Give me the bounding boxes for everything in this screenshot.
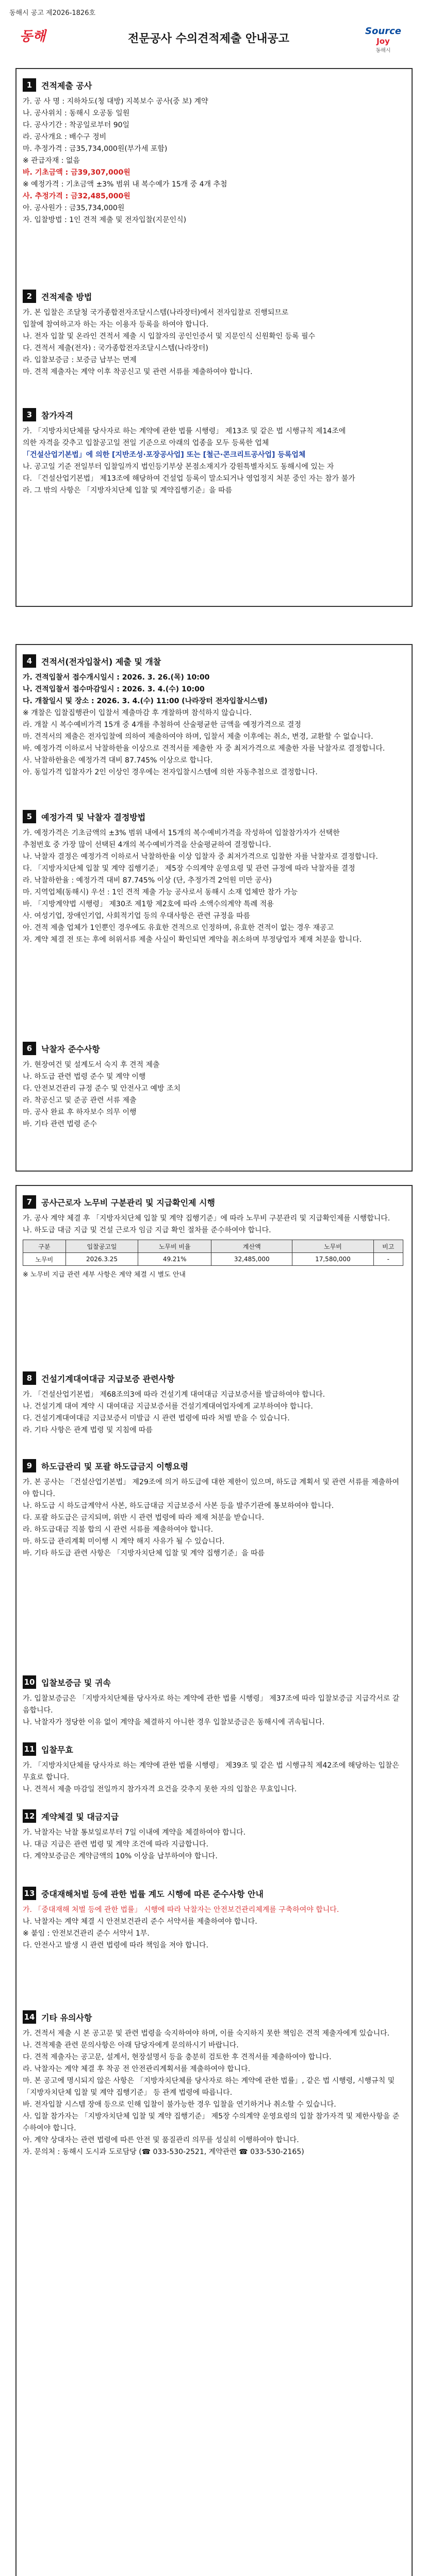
body-line: 라. 공사개요 : 배수구 정비: [23, 133, 107, 141]
body-line: 나. 견적서 제출 마감일 전일까지 참가자격 요건을 갖추지 못한 자의 입찰은 무효입니다.: [23, 1785, 297, 1793]
body-line: 가. 견적입찰서 접수개시일시 : 2026. 3. 26.(목) 10:00: [23, 673, 210, 682]
body-line: 다. 「건설산업기본법」 제13조에 해당하여 건설업 등록이 말소되거나 영업정지 처분 중인 자는 참가 불가: [23, 474, 355, 483]
body-line: 가. 입찰보증금은 「지방자치단체를 당사자로 하는 계약에 관한 법률 시행령」 제37조에 따라 입찰보증금 지급각서로 갈음합니다.: [23, 1694, 400, 1715]
section-13: [15, 1886, 411, 1952]
body-line: 바. 기타 하도급 관련 사항은 「지방자치단체 입찰 및 계약 집행기준」을 따름: [23, 1549, 265, 1557]
section-number: 7: [23, 1195, 36, 1209]
table-cell: 49.21%: [138, 1253, 211, 1266]
body-line: 자. 입찰방법 : 1인 견적 제출 및 전자입찰(지문인식): [23, 216, 187, 224]
body-line: 나. 하도급 관련 법령 준수 및 계약 이행: [23, 1073, 146, 1081]
table-header-cell: 비고: [373, 1240, 403, 1253]
body-line: 다. 포괄 하도급은 금지되며, 위반 시 관련 법령에 따라 제재 처분을 받습니다.: [23, 1514, 265, 1522]
section-heading: [15, 1458, 411, 1473]
section-heading: [15, 1041, 411, 1056]
section-body: [15, 96, 411, 226]
body-line: 다. 견적 제출자는 공고문, 설계서, 현장설명서 등을 충분히 검토한 후 견적서를 제출하여야 합니다.: [23, 2053, 332, 2061]
body-line: 가. 「중대재해 처벌 등에 관한 법률」 시행에 따라 낙찰자는 안전보건관리체계를 구축하여야 합니다.: [23, 1906, 339, 1914]
body-line: 나. 대금 지급은 관련 법령 및 계약 조건에 따라 지급합니다.: [23, 1840, 209, 1849]
body-line: 다. 개찰일시 및 장소 : 2026. 3. 4.(수) 11:00 (나라장터 전자입찰시스템): [23, 697, 268, 705]
body-line: 바. 기타 관련 법령 준수: [23, 1120, 97, 1128]
city-logo-right: [355, 26, 412, 54]
section-number: 13: [23, 1887, 36, 1900]
section-heading: [15, 653, 411, 669]
body-line: 추첨번호 중 가장 많이 선택된 4개의 복수예비가격을 산술평균하여 결정합니다.: [23, 841, 271, 849]
body-line: 라. 착공신고 및 준공 관련 서류 제출: [23, 1096, 137, 1105]
body-line: 바. 예정가격 이하로서 낙찰하한율 이상으로 견적서를 제출한 자 중 최저가격으로 제출한 자를 낙찰자로 결정합니다.: [23, 744, 385, 753]
body-line: 가. 예정가격은 기초금액의 ±3% 범위 내에서 15개의 복수예비가격을 작성하여 입찰참가자가 선택한: [23, 829, 340, 837]
body-line: 라. 기타 사항은 관계 법령 및 지침에 따름: [23, 1426, 153, 1434]
body-line: 다. 안전보건관리 규정 준수 및 안전사고 예방 조치: [23, 1084, 181, 1093]
section-12: [15, 1808, 411, 1862]
section-body: [15, 1760, 411, 1795]
city-logo-text: 동해: [20, 29, 46, 44]
section-number: 9: [23, 1459, 36, 1472]
slogan-text-3: 동해시: [375, 48, 391, 54]
body-line: 가. 낙찰자는 낙찰 통보일로부터 7일 이내에 계약을 체결하여야 합니다.: [23, 1828, 246, 1837]
table-cell: 2026.3.25: [65, 1253, 138, 1266]
section-9: [15, 1458, 411, 1560]
body-line: 마. 견적서의 제출은 전자입찰에 의하여 제출하여야 하며, 입찰서 제출 이후에는 취소, 변경, 교환할 수 없습니다.: [23, 733, 373, 741]
body-line: 나. 하도급 대금 지급 및 건설 근로자 임금 지급 확인 절차를 준수하여야 합니다.: [23, 1226, 271, 1234]
body-line: 마. 견적 제출자는 계약 이후 착공신고 및 관련 서류를 제출하여야 합니다.: [23, 368, 253, 376]
table-cell: -: [373, 1253, 403, 1266]
section-heading: [15, 1370, 411, 1386]
body-line: 아. 계약 상대자는 관련 법령에 따른 안전 및 품질관리 의무를 성실히 이행하여야 합니다.: [23, 2136, 299, 2144]
section-title: 기타 유의사항: [41, 2012, 92, 2023]
body-line: 사. 입찰 참가자는 「지방자치단체 입찰 및 계약 집행기준」 제5장 수의계약 운영요령의 입찰 참가자격 및 제한사항을 준수하여야 합니다.: [23, 2112, 400, 2132]
section-heading: [15, 2009, 411, 2025]
body-line: 라. 낙찰자는 계약 체결 후 착공 전 안전관리계획서를 제출하여야 합니다.: [23, 2065, 251, 2073]
body-line: 라. 하도급대금 직불 합의 시 관련 서류를 제출하여야 합니다.: [23, 1526, 214, 1534]
section-title: 공사근로자 노무비 구분관리 및 지급확인제 시행: [41, 1197, 215, 1208]
section-title: 중대재해처벌 등에 관한 법률 계도 시행에 따른 준수사항 안내: [41, 1889, 264, 1899]
section-heading: [15, 809, 411, 824]
section-body: [15, 1477, 411, 1560]
body-line: 마. 지역업체(동해시) 우선 : 1인 견적 제출 가능 공사로서 동해시 소재 업체만 참가 가능: [23, 888, 298, 896]
section-body: [15, 1213, 411, 1236]
section-title: 견적제출 공사: [41, 80, 92, 91]
section-number: 11: [23, 1742, 36, 1756]
body-line: 가. 공사 계약 체결 후 「지방자치단체 입찰 및 계약 집행기준」에 따라 노무비 구분관리 및 지급확인제를 시행합니다.: [23, 1214, 390, 1223]
body-line: 가. 「지방자치단체를 당사자로 하는 계약에 관한 법률 시행령」 제13조 및 같은 법 시행규칙 제14조에: [23, 427, 346, 435]
section-heading: [15, 77, 411, 93]
section-heading: [15, 1674, 411, 1690]
labor-cost-table: [23, 1240, 403, 1266]
section-title: 견적서(전자입찰서) 제출 및 개찰: [41, 656, 161, 667]
section-body: [15, 827, 411, 946]
section-title: 건설기계대여대금 지급보증 관련사항: [41, 1374, 175, 1384]
section-1: [15, 77, 411, 226]
body-line: 사. 낙찰하한율은 예정가격 대비 87.745% 이상으로 합니다.: [23, 756, 213, 765]
body-line: 바. 전자입찰 시스템 장애 등으로 인해 입찰이 불가능한 경우 입찰을 연기하거나 취소할 수 있습니다.: [23, 2100, 336, 2109]
body-line: 마. 하도급 관리계획 미이행 시 계약 해지 사유가 될 수 있습니다.: [23, 1537, 225, 1546]
body-line: 다. 건설기계대여대금 지급보증서 미발급 시 관련 법령에 따라 처벌 받을 수 있습니다.: [23, 1414, 290, 1422]
table-header-cell: 노무비 비율: [138, 1240, 211, 1253]
section-11: [15, 1741, 411, 1795]
section-heading: [15, 1741, 411, 1757]
table-cell: 32,485,000: [211, 1253, 292, 1266]
section-heading: [15, 407, 411, 422]
body-line: 나. 하도급 시 하도급계약서 사본, 하도급대금 지급보증서 사본 등을 발주기관에 통보하여야 합니다.: [23, 1502, 334, 1510]
section-number: 10: [23, 1675, 36, 1689]
section-title: 참가자격: [41, 410, 73, 420]
body-line: 입찰에 참여하고자 하는 자는 이용자 등록을 하여야 합니다.: [23, 320, 209, 329]
section-2: [15, 289, 411, 378]
body-line: 가. 공 사 명 : 지하차도(청 대방) 지복보수 공사(중 보) 계약: [23, 97, 208, 106]
slogan-text-2: Joy: [376, 37, 390, 46]
body-line: 다. 「지방자치단체 입찰 및 계약 집행기준」 제5장 수의계약 운영요령 및 관련 규정에 따라 낙찰자를 결정: [23, 865, 355, 873]
body-line: 가. 「지방자치단체를 당사자로 하는 계약에 관한 법률 시행령」 제39조 및 같은 법 시행규칙 제42조에 해당하는 입찰은 무효로 합니다.: [23, 1761, 399, 1782]
body-line: 다. 견적서 제출(전자) : 국가종합전자조달시스템(나라장터): [23, 344, 208, 352]
section-7: [15, 1194, 411, 1279]
table-cell: 노무비: [23, 1253, 66, 1266]
section-4: [15, 653, 411, 778]
section-heading: [15, 289, 411, 304]
body-line: 가. 본 공사는 「건설산업기본법」 제29조에 의거 하도급에 대한 제한이 있으며, 하도급 계획서 및 관련 서류를 제출하여야 합니다.: [23, 1478, 400, 1498]
body-line: 나. 공사위치 : 동해시 오공동 일원: [23, 109, 130, 117]
body-line: ※ 붙임 : 안전보건관리 준수 서약서 1부.: [23, 1929, 150, 1938]
body-line: 아. 견적 제출 업체가 1인뿐인 경우에도 유효한 견적으로 인정하며, 유효한 견적이 없는 경우 재공고: [23, 924, 334, 932]
doc-number: 동해시 공고 제2026-1826호: [9, 9, 96, 17]
section-body: [15, 1389, 411, 1436]
body-line: ※ 예정가격 : 기초금액 ±3% 범위 내 복수예가 15개 중 4개 추첨: [23, 180, 227, 189]
body-line: 나. 낙찰자는 계약 체결 시 안전보건관리 준수 서약서를 제출하여야 합니다.: [23, 1918, 257, 1926]
body-line: 아. 동일가격 입찰자가 2인 이상인 경우에는 전자입찰시스템에 의한 자동추첨으로 결정합니다.: [23, 768, 318, 776]
city-logo-left: [20, 26, 45, 45]
section-6: [15, 1041, 411, 1130]
table-header-cell: 구분: [23, 1240, 66, 1253]
section-number: 8: [23, 1371, 36, 1385]
body-line: 라. 낙찰하한율 : 예정가격 대비 87.745% 이상 (단, 추정가격 2억원 미만 공사): [23, 876, 272, 885]
section-title: 하도급관리 및 포괄 하도급금지 이행요령: [41, 1461, 189, 1471]
section-8: [15, 1370, 411, 1436]
body-line: 「건설산업기본법」에 의한 [지반조성·포장공사업] 또는 [철근·콘크리트공사업] 등록업체: [23, 451, 306, 459]
header: [9, 23, 417, 59]
body-line: 나. 견적입찰서 접수마감일시 : 2026. 3. 4.(수) 10:00: [23, 685, 205, 693]
section-body: [15, 1693, 411, 1728]
body-line: 사. 여성기업, 장애인기업, 사회적기업 등의 우대사항은 관련 규정을 따름: [23, 912, 251, 920]
body-line: 나. 낙찰자가 정당한 이유 없이 계약을 체결하지 아니한 경우 입찰보증금은 동해시에 귀속됩니다.: [23, 1718, 325, 1726]
table-row: [23, 1253, 403, 1266]
section-number: 3: [23, 408, 36, 421]
section-title: 계약체결 및 대금지급: [41, 1811, 119, 1822]
body-line: 가. 견적서 제출 시 본 공고문 및 관련 법령을 숙지하여야 하며, 이를 숙지하지 못한 책임은 견적 제출자에게 있습니다.: [23, 2029, 390, 2038]
body-line: 다. 안전사고 발생 시 관련 법령에 따라 책임을 져야 합니다.: [23, 1941, 209, 1950]
body-line: 나. 건설기계 대여 계약 시 대여대금 지급보증서를 건설기계대여업자에게 교부하여야 합니다.: [23, 1402, 313, 1411]
body-line: 바. 기초금액 : 금39,307,000원: [23, 168, 130, 177]
body-line: 가. 「건설산업기본법」 제68조의3에 따라 건설기계 대여대금 지급보증서를 발급하여야 합니다.: [23, 1391, 325, 1399]
section-heading: [15, 1194, 411, 1210]
body-line: 다. 계약보증금은 계약금액의 10% 이상을 납부하여야 합니다.: [23, 1852, 218, 1860]
body-line: 나. 낙찰자 결정은 예정가격 이하로서 낙찰하한율 이상 입찰자 중 최저가격으로 입찰한 자를 낙찰자로 결정합니다.: [23, 853, 378, 861]
section-body: [15, 426, 411, 497]
table-cell: 17,580,000: [292, 1253, 373, 1266]
table-header-cell: 입찰공고일: [65, 1240, 138, 1253]
body-line: 마. 공사 완료 후 하자보수 의무 이행: [23, 1108, 137, 1116]
section-number: 12: [23, 1809, 36, 1823]
body-line: 사. 추정가격 : 금32,485,000원: [23, 192, 130, 200]
body-line: 라. 개찰 시 복수예비가격 15개 중 4개를 추첨하여 산술평균한 금액을 예정가격으로 결정: [23, 721, 301, 729]
section-title: 견적제출 방법: [41, 292, 92, 302]
section-number: 6: [23, 1042, 36, 1055]
section-body: [15, 1904, 411, 1952]
section-number: 14: [23, 2010, 36, 2024]
section-5: [15, 809, 411, 946]
page-title: 전문공사 수의견적제출 안내공고: [128, 32, 289, 45]
section-body: [15, 672, 411, 778]
section-number: 1: [23, 78, 36, 92]
body-line: 다. 공사기간 : 착공일로부터 90일: [23, 121, 130, 129]
body-line: 의한 자격을 갖추고 입찰공고일 전일 기준으로 아래의 업종을 모두 등록한 업체: [23, 439, 269, 447]
section-number: 4: [23, 654, 36, 668]
section-3: [15, 407, 411, 497]
body-line: 마. 추정가격 : 금35,734,000원(부가세 포함): [23, 145, 168, 153]
body-line: ※ 관급자재 : 없음: [23, 157, 80, 165]
section-14: [15, 2009, 411, 2158]
table-header-cell: 노무비: [292, 1240, 373, 1253]
body-line: 아. 공사원가 : 금35,734,000원: [23, 204, 125, 212]
body-line: 가. 본 입찰은 조달청 국가종합전자조달시스템(나라장터)에서 전자입찰로 진행되므로: [23, 309, 289, 317]
section-title: 낙찰자 준수사항: [41, 1044, 100, 1054]
body-line: 나. 공고일 기준 전일부터 입찰일까지 법인등기부상 본점소재지가 강원특별자치도 동해시에 있는 자: [23, 463, 334, 471]
body-line: 나. 전자 입찰 및 온라인 견적서 제출 시 입찰자의 공인인증서 및 지문인식 신원확인 등록 필수: [23, 332, 316, 341]
section-10: [15, 1674, 411, 1728]
section-title: 입찰보증금 및 귀속: [41, 1677, 111, 1688]
section-title: 예정가격 및 낙찰자 결정방법: [41, 812, 146, 822]
body-line: 바. 「지방계약법 시행령」 제30조 제1항 제2호에 따라 소액수의계약 특례 적용: [23, 900, 274, 908]
section-number: 5: [23, 810, 36, 823]
body-line: 자. 계약 체결 전 또는 후에 허위서류 제출 사실이 확인되면 계약을 취소하며 부정당업자 제재 처분을 합니다.: [23, 936, 362, 944]
body-line: 나. 견적제출 관련 문의사항은 아래 담당자에게 문의하시기 바랍니다.: [23, 2041, 239, 2049]
section-body: [15, 2028, 411, 2158]
section-body: [15, 307, 411, 378]
section-body: [15, 1827, 411, 1862]
slogan-text-1: Source: [365, 26, 401, 37]
body-line: 마. 본 공고에 명시되지 않은 사항은 「지방자치단체를 당사자로 하는 계약에 관한 법률」, 같은 법 시행령, 시행규칙 및 「지방자치단체 입찰 및 계약 집행기준」 등 관계 법령에 따릅니다.: [23, 2077, 395, 2097]
section-number: 2: [23, 290, 36, 303]
body-line: 자. 문의처 : 동해시 도시과 도로담당 (☎ 033-530-2521, 계약관련 ☎ 033-530-2165): [23, 2148, 304, 2156]
table-header-cell: 계산액: [211, 1240, 292, 1253]
body-line: 라. 그 밖의 사항은 「지방자치단체 입찰 및 계약집행기준」을 따름: [23, 486, 233, 495]
section-title: 입찰무효: [41, 1744, 73, 1755]
body-line: ※ 개찰은 입찰집행관이 입찰서 제출마감 후 개찰하며 참석하지 않습니다.: [23, 709, 252, 717]
section-body: [15, 1059, 411, 1130]
section-heading: [15, 1808, 411, 1824]
table-note: ※ 노무비 지급 관련 세부 사항은 계약 체결 시 별도 안내: [23, 1271, 186, 1279]
body-line: 가. 현장여건 및 설계도서 숙지 후 견적 제출: [23, 1061, 160, 1069]
body-line: 라. 입찰보증금 : 보증금 납부는 면제: [23, 356, 137, 364]
section-heading: [15, 1886, 411, 1901]
